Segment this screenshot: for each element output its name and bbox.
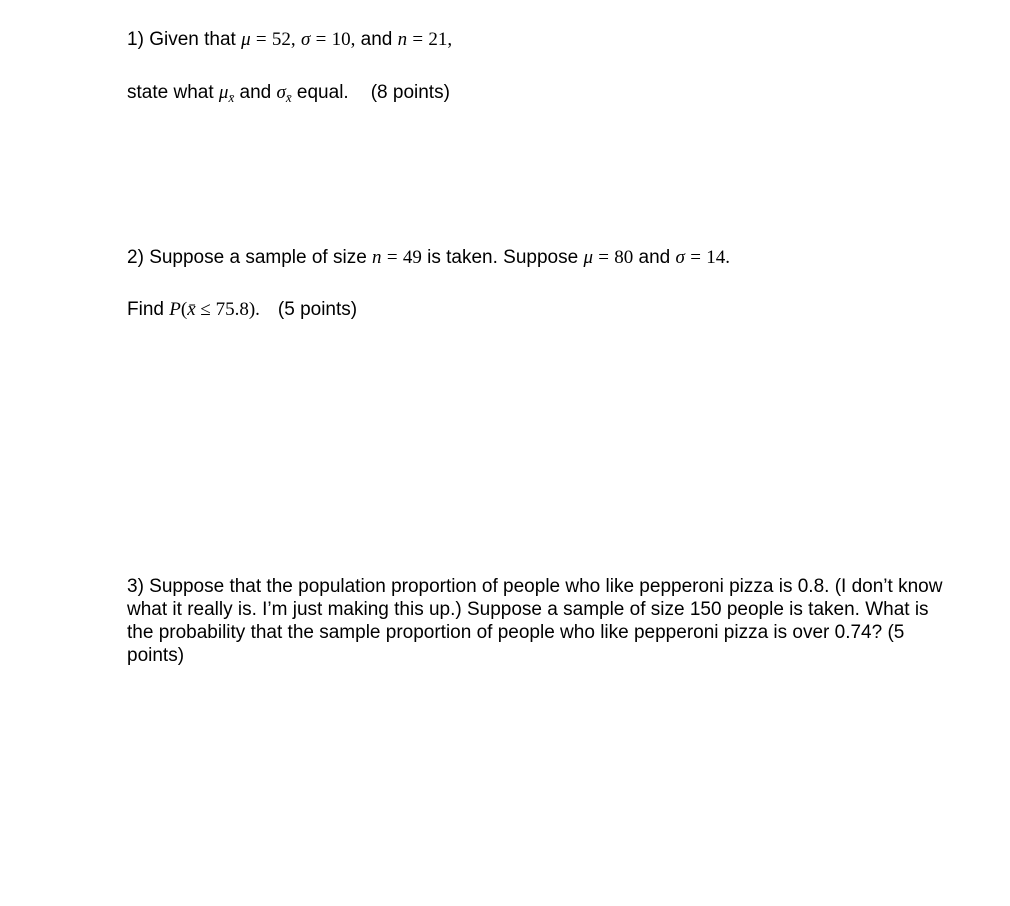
- q2-n-value: 49: [402, 247, 422, 268]
- q1-mu-value: 52,: [271, 29, 296, 50]
- q1-state-what: state what: [127, 82, 214, 103]
- q3-paragraph: 3) Suppose that the population proportion of people who like pepperoni pizza is 0.8. (I don’t know what it really is. I’m just making this up.) Suppose a sample of size 150 people is taken. What is the probability that the sample proportion of people who like pepperoni pizza is over 0.74? (5 points): [127, 576, 943, 666]
- q1-number: 1): [127, 29, 144, 50]
- q2-intro: Suppose a sample of size: [149, 247, 367, 268]
- q1-equals-3: =: [412, 29, 424, 50]
- q1-line1: [127, 29, 452, 51]
- q1-intro: Given that: [149, 29, 236, 50]
- q2-find: Find: [127, 299, 164, 320]
- q2-sigma-value: 14.: [706, 247, 730, 268]
- q1-and: and: [360, 29, 393, 50]
- q2-probability-expression: P(x̄ ≤ 75.8).: [169, 299, 260, 320]
- q1-points: (8 points): [370, 82, 450, 103]
- q2-equals-1: =: [386, 247, 398, 268]
- q1-n-value: 21,: [428, 29, 453, 50]
- q1-sigma-symbol: σ: [300, 29, 311, 50]
- q2-and: and: [638, 247, 671, 268]
- q2-number: 2): [127, 247, 144, 268]
- q1-sigma-xbar-symbol: $\sigma_{x̄}$: [276, 82, 292, 105]
- q1-equal: equal.: [296, 82, 349, 103]
- q2-sigma-symbol: σ: [675, 247, 685, 268]
- q2-mu-symbol: μ: [583, 247, 593, 268]
- q2-equals-3: =: [690, 247, 701, 268]
- q2-n-symbol: n: [372, 247, 382, 268]
- q2-line1: [127, 247, 730, 269]
- q1-and-2: and: [239, 82, 272, 103]
- q1-mu-xbar-symbol: $\mu_{x̄}$: [218, 82, 235, 105]
- q2-middle: is taken. Suppose: [427, 247, 579, 268]
- q1-line2: [127, 82, 450, 105]
- q1-equals-2: =: [315, 29, 327, 50]
- q1-mu-xbar-subscript: x̄: [228, 90, 235, 105]
- q2-equals-2: =: [598, 247, 609, 268]
- q1-n-symbol: n: [397, 29, 408, 50]
- q1-mu-symbol: μ: [241, 29, 251, 50]
- q1-sigma-value: 10,: [331, 29, 356, 50]
- q2-line2: [127, 299, 357, 321]
- q1-sigma-xbar-subscript: x̄: [285, 90, 292, 105]
- q2-mu-value: 80: [614, 247, 634, 268]
- q1-equals-1: =: [255, 29, 267, 50]
- q2-points: (5 points): [277, 299, 358, 320]
